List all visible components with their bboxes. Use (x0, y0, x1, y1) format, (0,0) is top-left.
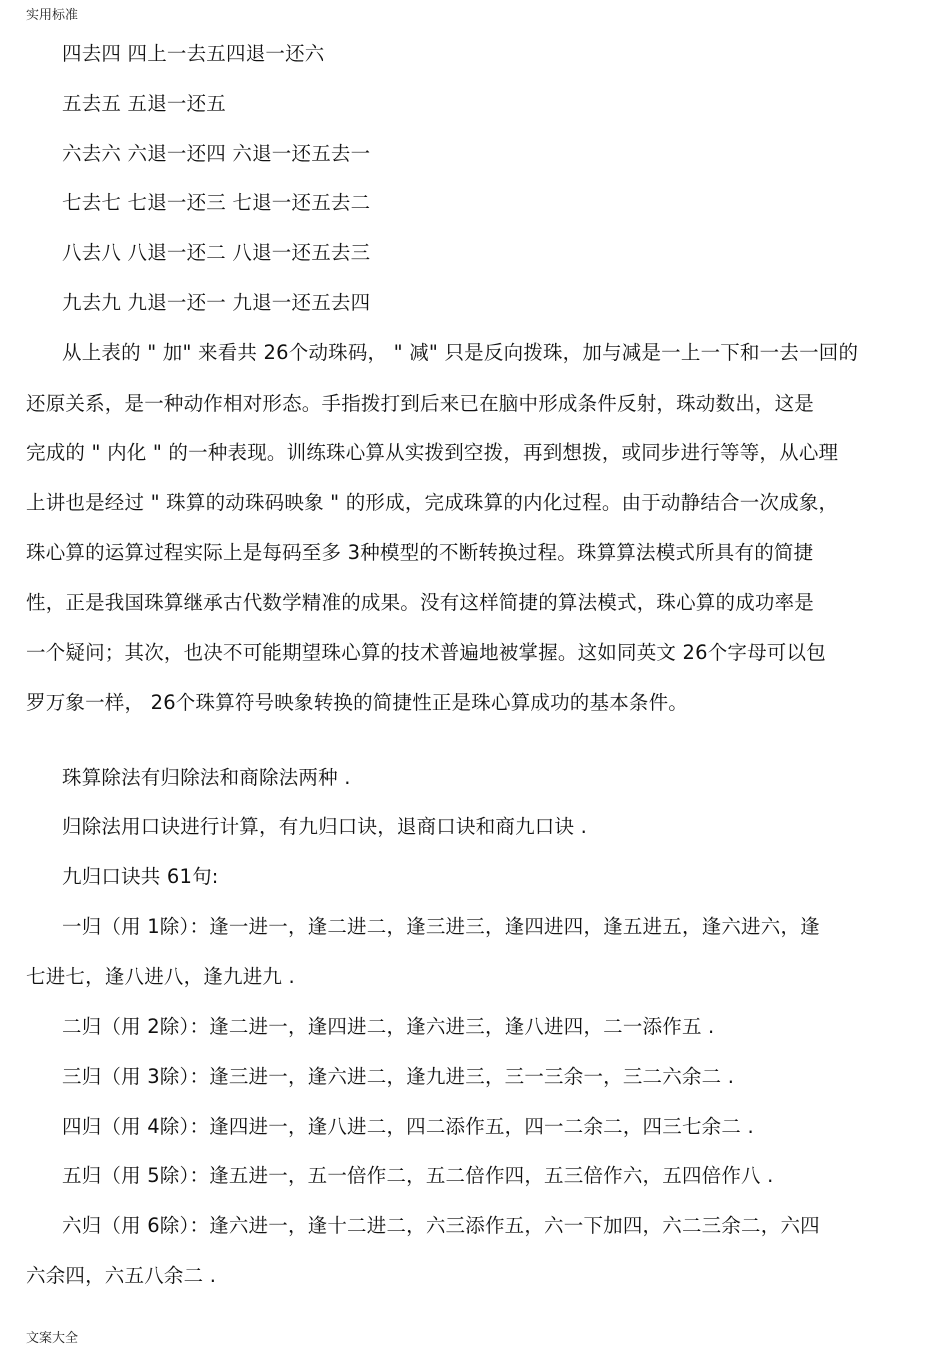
rule-line: 一归（用 1除）：逢一进一，逢二进二，逢三进三，逢四进四，逢五进五，逢六进六，逢 (62, 915, 820, 938)
text-line: 七去七 七退一还三 七退一还五去二 (62, 191, 371, 214)
rule-line: 五归（用 5除）：逢五进一，五一倍作二，五二倍作四，五三倍作六，五四倍作八 . (62, 1164, 774, 1187)
text-line: 九归口诀共 61句: (62, 865, 219, 888)
text-line: 五去五 五退一还五 (62, 92, 226, 115)
page-footer: 文案大全 (26, 1331, 79, 1346)
rule-line: 二归（用 2除）：逢二进一，逢四进二，逢六进三，逢八进四，二一添作五 . (62, 1015, 715, 1038)
paragraph-line: 从上表的 " 加" 来看共 26个动珠码， " 减" 只是反向拨珠，加与减是一上一下和一去一回的 (62, 341, 859, 364)
paragraph-line: 完成的 " 内化 " 的一种表现。训练珠心算从实拨到空拨，再到想拨，或同步进行等等，从心理 (26, 441, 839, 464)
text-line: 四去四 四上一去五四退一还六 (62, 42, 325, 65)
text-line: 九去九 九退一还一 九退一还五去四 (62, 291, 371, 314)
paragraph-line: 一个疑问；其次，也决不可能期望珠心算的技术普遍地被掌握。这如同英文 26个字母可以包 (26, 641, 826, 664)
paragraph-line: 罗万象一样， 26个珠算符号映象转换的简捷性正是珠心算成功的基本条件。 (26, 691, 689, 714)
rule-line: 六归（用 6除）：逢六进一，逢十二进二，六三添作五，六一下加四，六二三余二，六四 (62, 1214, 820, 1237)
text-line: 归除法用口诀进行计算，有九归口诀，退商口诀和商九口诀 . (62, 815, 587, 838)
paragraph-line: 性，正是我国珠算继承古代数学精准的成果。没有这样简捷的算法模式，珠心算的成功率是 (26, 591, 815, 614)
rule-line: 四归（用 4除）：逢四进一，逢八进二，四二添作五，四一二余二，四三七余二 . (62, 1115, 754, 1138)
text-line: 八去八 八退一还二 八退一还五去三 (62, 241, 371, 264)
rule-line: 三归（用 3除）：逢三进一，逢六进二，逢九进三，三一三余一，三二六余二 . (62, 1065, 735, 1088)
paragraph-line: 还原关系，是一种动作相对形态。手指拨打到后来已在脑中形成条件反射，珠动数出，这是 (26, 392, 815, 415)
text-line: 珠算除法有归除法和商除法两种 . (62, 766, 351, 789)
paragraph-line: 珠心算的运算过程实际上是每码至多 3种模型的不断转换过程。珠算算法模式所具有的简捷 (26, 541, 814, 564)
rule-line: 六余四，六五八余二 . (26, 1264, 217, 1287)
page-header: 实用标准 (26, 8, 79, 23)
rule-line: 七进七，逢八进八，逢九进九 . (26, 965, 295, 988)
paragraph-line: 上讲也是经过 " 珠算的动珠码映象 " 的形成，完成珠算的内化过程。由于动静结合一次成象， (26, 491, 839, 514)
text-line: 六去六 六退一还四 六退一还五去一 (62, 142, 371, 165)
